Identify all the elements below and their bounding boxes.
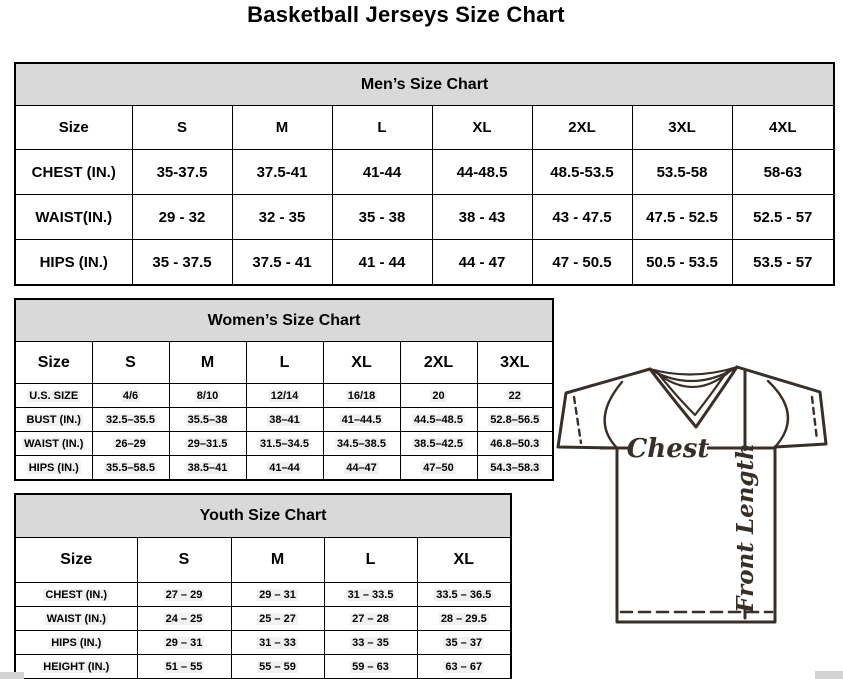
value-cell: 38.5–42.5 <box>400 432 477 456</box>
value-cell: 41 - 44 <box>332 240 432 286</box>
value-cell: 58-63 <box>732 150 834 195</box>
column-header-cell: 3XL <box>477 342 553 384</box>
value-cell: 22 <box>477 384 553 408</box>
column-header-cell: L <box>324 538 417 583</box>
value-cell: 63 – 67 <box>417 655 511 679</box>
chart-title: Women’s Size Chart <box>15 299 553 342</box>
value-cell: 50.5 - 53.5 <box>632 240 732 286</box>
chart-title: Youth Size Chart <box>15 494 511 538</box>
value-cell: 29 – 31 <box>137 631 231 655</box>
value-cell: 43 - 47.5 <box>532 195 632 240</box>
value-cell: 37.5-41 <box>232 150 332 195</box>
column-header-cell: L <box>332 106 432 150</box>
value-cell: 31.5–34.5 <box>246 432 323 456</box>
value-cell: 47.5 - 52.5 <box>632 195 732 240</box>
value-cell: 52.5 - 57 <box>732 195 834 240</box>
value-cell: 44 - 47 <box>432 240 532 286</box>
value-cell: 24 – 25 <box>137 607 231 631</box>
page-title: Basketball Jerseys Size Chart <box>247 2 565 27</box>
value-cell: 55 – 59 <box>231 655 324 679</box>
value-cell: 29 – 31 <box>231 583 324 607</box>
row-label-cell: CHEST (IN.) <box>15 583 137 607</box>
column-header-cell: 4XL <box>732 106 834 150</box>
row-label-cell: WAIST(IN.) <box>15 195 132 240</box>
value-cell: 46.8–50.3 <box>477 432 553 456</box>
column-header-cell: XL <box>323 342 400 384</box>
value-cell: 29 - 32 <box>132 195 232 240</box>
value-cell: 38.5–41 <box>169 456 246 481</box>
value-cell: 52.8–56.5 <box>477 408 553 432</box>
value-cell: 16/18 <box>323 384 400 408</box>
womens-size-table <box>14 298 554 481</box>
value-cell: 34.5–38.5 <box>323 432 400 456</box>
value-cell: 38–41 <box>246 408 323 432</box>
value-cell: 44-48.5 <box>432 150 532 195</box>
column-header-cell: S <box>137 538 231 583</box>
value-cell: 41–44 <box>246 456 323 481</box>
value-cell: 33 – 35 <box>324 631 417 655</box>
scrollbar-fragment-left[interactable] <box>0 672 24 679</box>
value-cell: 26–29 <box>92 432 169 456</box>
value-cell: 32.5–35.5 <box>92 408 169 432</box>
column-header-cell: 2XL <box>400 342 477 384</box>
value-cell: 44–47 <box>323 456 400 481</box>
value-cell: 31 – 33.5 <box>324 583 417 607</box>
column-header-cell: XL <box>417 538 511 583</box>
right-armhole-seam <box>768 381 788 447</box>
row-label-cell: HIPS (IN.) <box>15 240 132 286</box>
value-cell: 35.5–58.5 <box>92 456 169 481</box>
value-cell: 48.5-53.5 <box>532 150 632 195</box>
row-label-cell: WAIST (IN.) <box>15 432 92 456</box>
value-cell: 47 - 50.5 <box>532 240 632 286</box>
value-cell: 12/14 <box>246 384 323 408</box>
left-sleeve-dash <box>574 397 581 443</box>
value-cell: 41-44 <box>332 150 432 195</box>
value-cell: 25 – 27 <box>231 607 324 631</box>
value-cell: 47–50 <box>400 456 477 481</box>
column-header-cell: Size <box>15 106 132 150</box>
column-header-cell: S <box>132 106 232 150</box>
column-header-cell: Size <box>15 538 137 583</box>
youth-size-table <box>14 493 512 679</box>
value-cell: 35 - 37.5 <box>132 240 232 286</box>
value-cell: 33.5 – 36.5 <box>417 583 511 607</box>
front-length-label: Front Length <box>732 443 759 613</box>
value-cell: 38 - 43 <box>432 195 532 240</box>
value-cell: 8/10 <box>169 384 246 408</box>
value-cell: 35 - 38 <box>332 195 432 240</box>
column-header-cell: XL <box>432 106 532 150</box>
left-armhole-seam <box>605 382 622 448</box>
column-header-cell: 3XL <box>632 106 732 150</box>
value-cell: 27 – 28 <box>324 607 417 631</box>
value-cell: 29–31.5 <box>169 432 246 456</box>
value-cell: 35.5–38 <box>169 408 246 432</box>
value-cell: 31 – 33 <box>231 631 324 655</box>
row-label-cell: BUST (IN.) <box>15 408 92 432</box>
row-label-cell: HIPS (IN.) <box>15 456 92 481</box>
value-cell: 27 – 29 <box>137 583 231 607</box>
jersey-measurement-diagram <box>552 358 843 630</box>
value-cell: 51 – 55 <box>137 655 231 679</box>
column-header-cell: 2XL <box>532 106 632 150</box>
value-cell: 53.5 - 57 <box>732 240 834 286</box>
row-label-cell: HEIGHT (IN.) <box>15 655 137 679</box>
value-cell: 59 – 63 <box>324 655 417 679</box>
value-cell: 35-37.5 <box>132 150 232 195</box>
value-cell: 41–44.5 <box>323 408 400 432</box>
row-label-cell: HIPS (IN.) <box>15 631 137 655</box>
mens-size-table <box>14 62 835 286</box>
right-sleeve-dash <box>812 397 817 440</box>
scrollbar-fragment-right[interactable] <box>815 671 843 679</box>
value-cell: 53.5-58 <box>632 150 732 195</box>
column-header-cell: S <box>92 342 169 384</box>
row-label-cell: WAIST (IN.) <box>15 607 137 631</box>
column-header-cell: Size <box>15 342 92 384</box>
value-cell: 35 – 37 <box>417 631 511 655</box>
value-cell: 37.5 - 41 <box>232 240 332 286</box>
value-cell: 44.5–48.5 <box>400 408 477 432</box>
row-label-cell: CHEST (IN.) <box>15 150 132 195</box>
column-header-cell: L <box>246 342 323 384</box>
value-cell: 54.3–58.3 <box>477 456 553 481</box>
column-header-cell: M <box>231 538 324 583</box>
value-cell: 4/6 <box>92 384 169 408</box>
value-cell: 20 <box>400 384 477 408</box>
value-cell: 28 – 29.5 <box>417 607 511 631</box>
chart-title: Men’s Size Chart <box>15 63 834 106</box>
value-cell: 32 - 35 <box>232 195 332 240</box>
column-header-cell: M <box>232 106 332 150</box>
chest-label: Chest <box>626 434 710 464</box>
column-header-cell: M <box>169 342 246 384</box>
row-label-cell: U.S. SIZE <box>15 384 92 408</box>
